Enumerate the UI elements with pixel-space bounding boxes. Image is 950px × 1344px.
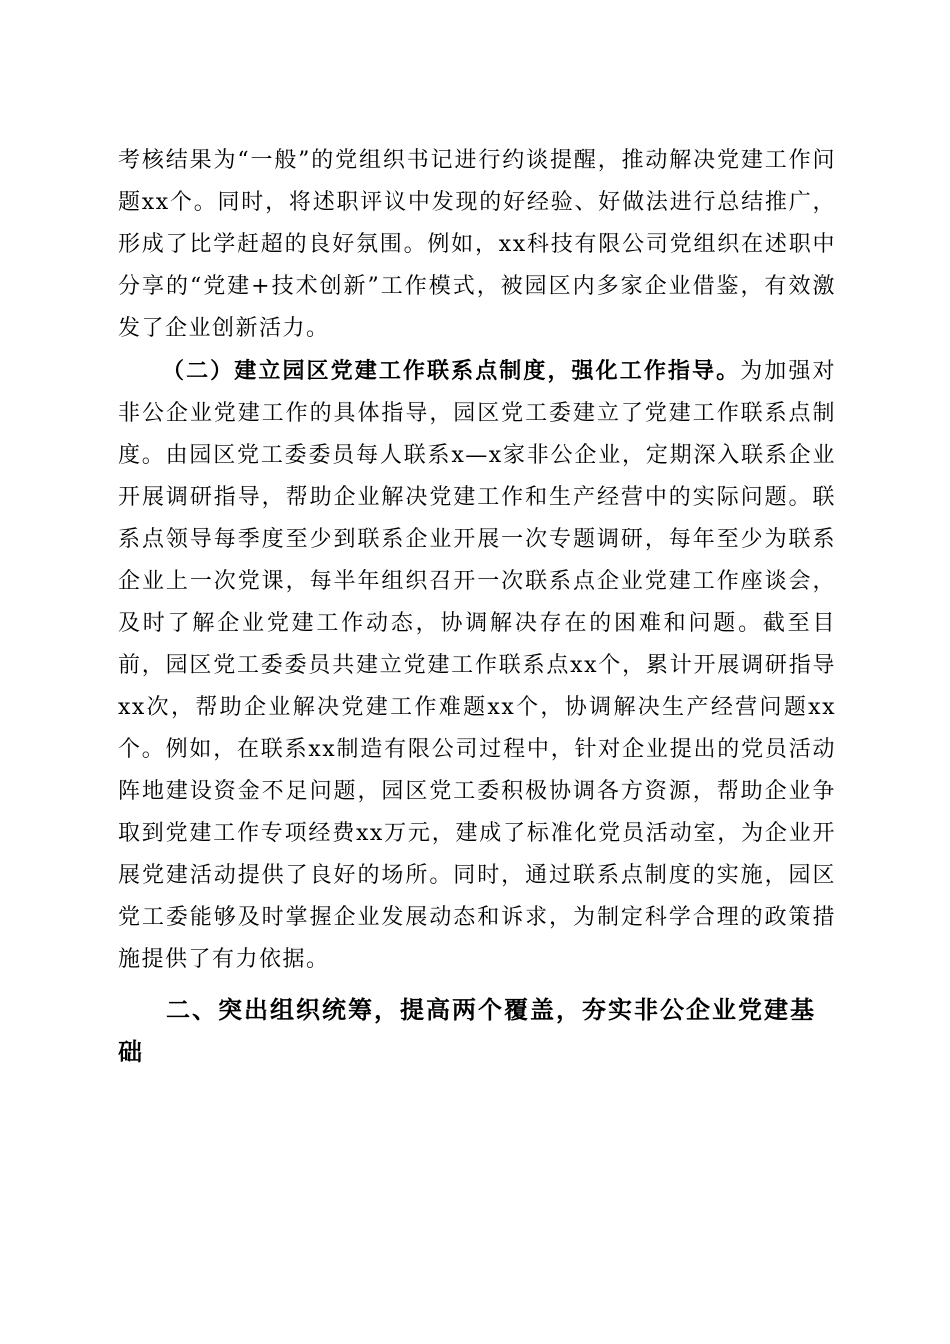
paragraph-contact-point-body: 为加强对非公企业党建工作的具体指导，园区党工委建立了党建工作联系点制度。由园区党工委委员每人联系x—x家非公企业，定期深入联系企业开展调研指导，帮助企业解决党建工作和生产经营中的实际问题。联系点领导每季度至少到联系企业开展一次专题调研，每年至少为联系企业上一次党课，每半年组织召开一次联系点企业党建工作座谈会，及时了解企业党建工作动态，协调解决存在的困难和问题。截至目前，园区党工委委员共建立党建工作联系点xx个，累计开展调研指导xx次，帮助企业解决党建工作难题xx个，协调解决生产经营问题xx个。例如，在联系xx制造有限公司过程中，针对企业提出的党员活动阵地建设资金不足问题，园区党工委积极协调各方资源，帮助企业争取到党建工作专项经费xx万元，建成了标准化党员活动室，为企业开展党建活动提供了良好的场所。同时，通过联系点制度的实施，园区党工委能够及时掌握企业发展动态和诉求，为制定科学合理的政策措施提供了有力依据。 — [118, 359, 836, 972]
document-page — [118, 140, 836, 1073]
paragraph-contact-point-system — [118, 350, 836, 981]
paragraph-performance-review: 考核结果为“一般”的党组织书记进行约谈提醒，推动解决党建工作问题xx个。同时，将述职评议中发现的好经验、好做法进行总结推广，形成了比学赶超的良好氛围。例如，xx科技有限公司党组织在述职中分享的“党建+技术创新”工作模式，被园区内多家企业借鉴，有效激发了企业创新活力。 — [118, 148, 836, 341]
sub-heading-contact-point: （二）建立园区党建工作联系点制度，强化工作指导。 — [162, 358, 741, 384]
section-heading-two: 二、突出组织统筹，提高两个覆盖，夯实非公企业党建基础 — [118, 996, 816, 1066]
